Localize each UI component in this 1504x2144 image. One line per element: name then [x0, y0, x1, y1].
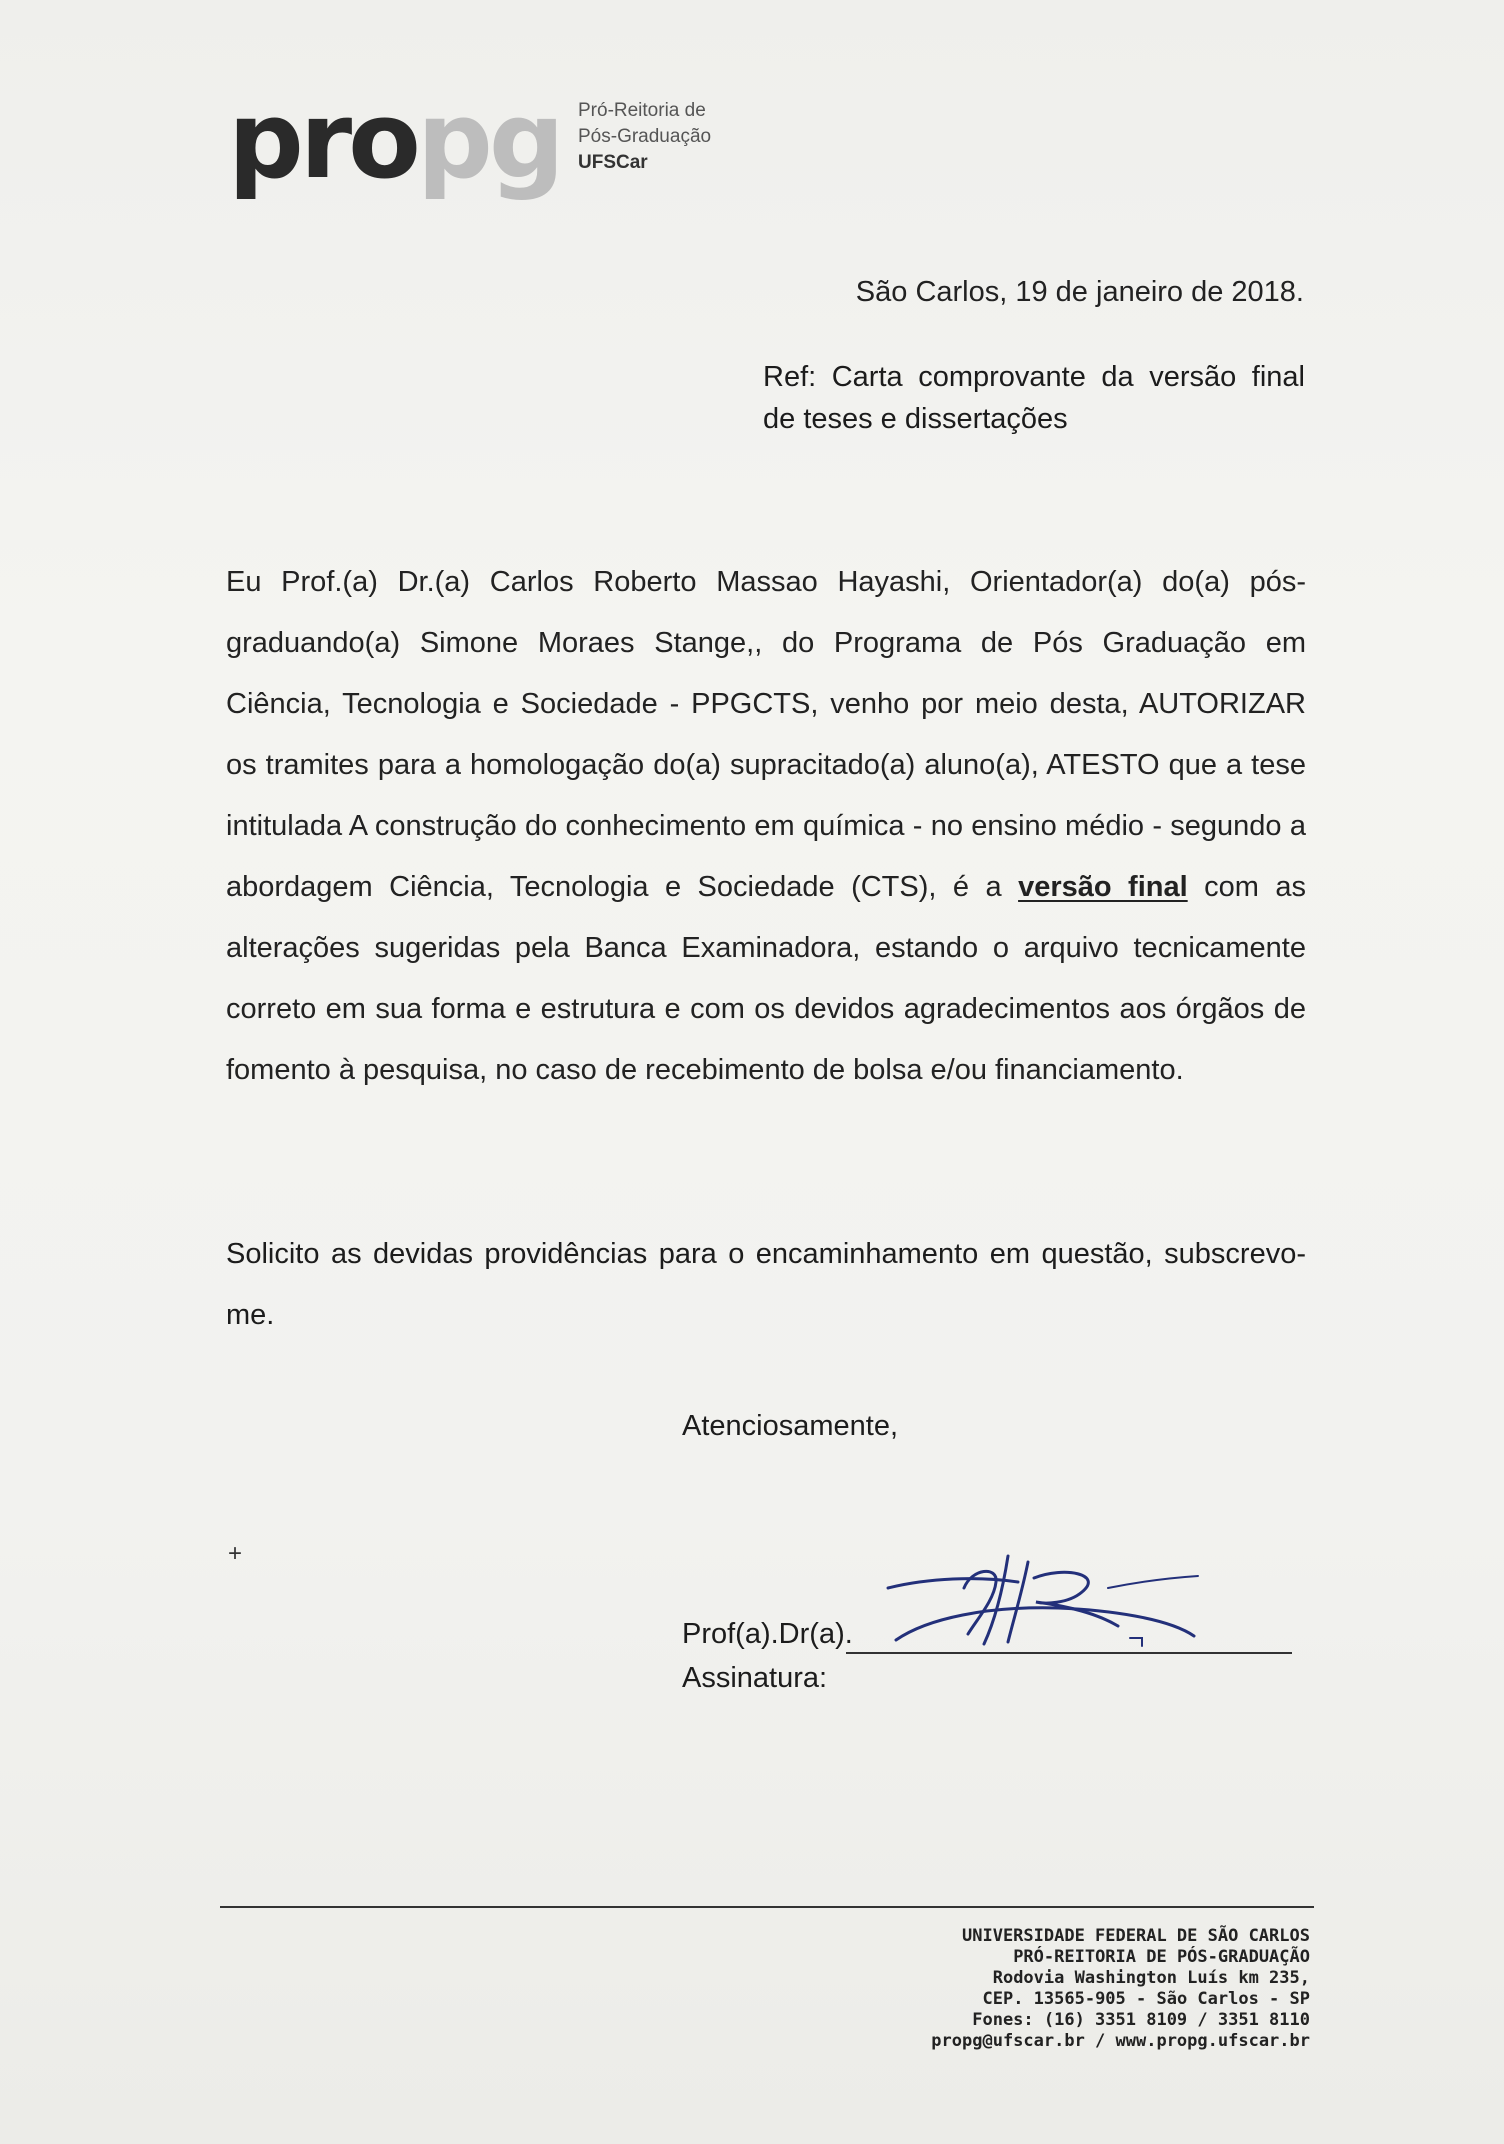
logo-mark-pro: pro: [228, 79, 417, 202]
footer-line-6: propg@ufscar.br / www.propg.ufscar.br: [931, 2031, 1310, 2051]
logo-line-3: UFSCar: [578, 152, 648, 173]
letter-closing: Solicito as devidas providências para o encaminhamento em questão, subscrevo-me.: [226, 1238, 1306, 1331]
logo-mark-pg: pg: [416, 79, 561, 202]
body-text-after: com as alterações sugeridas pela Banca Examinadora, estando o arquivo tecnicamente correto em sua forma e estrutura e com os devidos agradecimentos aos órgãos de fomento à pesquisa, no caso de recebimento de bolsa e/ou financiamento.: [226, 871, 1307, 1086]
body-text-before: Eu Prof.(a) Dr.(a) Carlos Roberto Massao Hayashi, Orientador(a) do(a) pós-graduando(a) Simone Moraes Stange,, do Programa de Pós Graduação em Ciência, Tecnologia e Sociedade - PPGCTS, venho por meio desta, AUTORIZAR os tramites para a homologação do(a) supracitado(a) aluno(a), ATESTO que a tese intitulada A construção do conhecimento em química - no ensino médio - segundo a abordagem Ciência, Tecnologia e Sociedade (CTS), é a: [226, 566, 1306, 903]
footer-line-3: Rodovia Washington Luís km 235,: [992, 1968, 1310, 1988]
signature-image: [868, 1548, 1208, 1658]
letter-reference: [763, 356, 1305, 440]
logo-text: [578, 98, 711, 176]
reference-line-2: de teses e dissertações: [763, 403, 1068, 435]
footer-divider: [220, 1906, 1314, 1908]
footer-line-5: Fones: (16) 3351 8109 / 3351 8110: [972, 2010, 1310, 2030]
logo-mark: [228, 79, 561, 202]
letter-body: [226, 552, 1306, 1101]
reference-line-1: Ref: Carta comprovante da versão final: [763, 361, 1305, 393]
letter-date: São Carlos, 19 de janeiro de 2018.: [855, 276, 1304, 308]
footer-address: [931, 1926, 1310, 2052]
footer-line-2: PRÓ-REITORIA DE PÓS-GRADUAÇÃO: [1013, 1947, 1310, 1967]
logo-line-1: Pró-Reitoria de: [578, 100, 706, 121]
propg-logo: [228, 79, 748, 202]
footer-line-4: CEP. 13565-905 - São Carlos - SP: [982, 1989, 1310, 2009]
footer-line-1: UNIVERSIDADE FEDERAL DE SÃO CARLOS: [962, 1926, 1310, 1946]
body-emphasis: versão final: [1018, 871, 1188, 903]
signature-label: Prof(a).Dr(a).: [682, 1618, 853, 1650]
plus-mark: +: [228, 1540, 243, 1567]
logo-line-2: Pós-Graduação: [578, 126, 712, 147]
letter-greeting: Atenciosamente,: [682, 1410, 899, 1442]
signature-caption: Assinatura:: [682, 1662, 828, 1694]
